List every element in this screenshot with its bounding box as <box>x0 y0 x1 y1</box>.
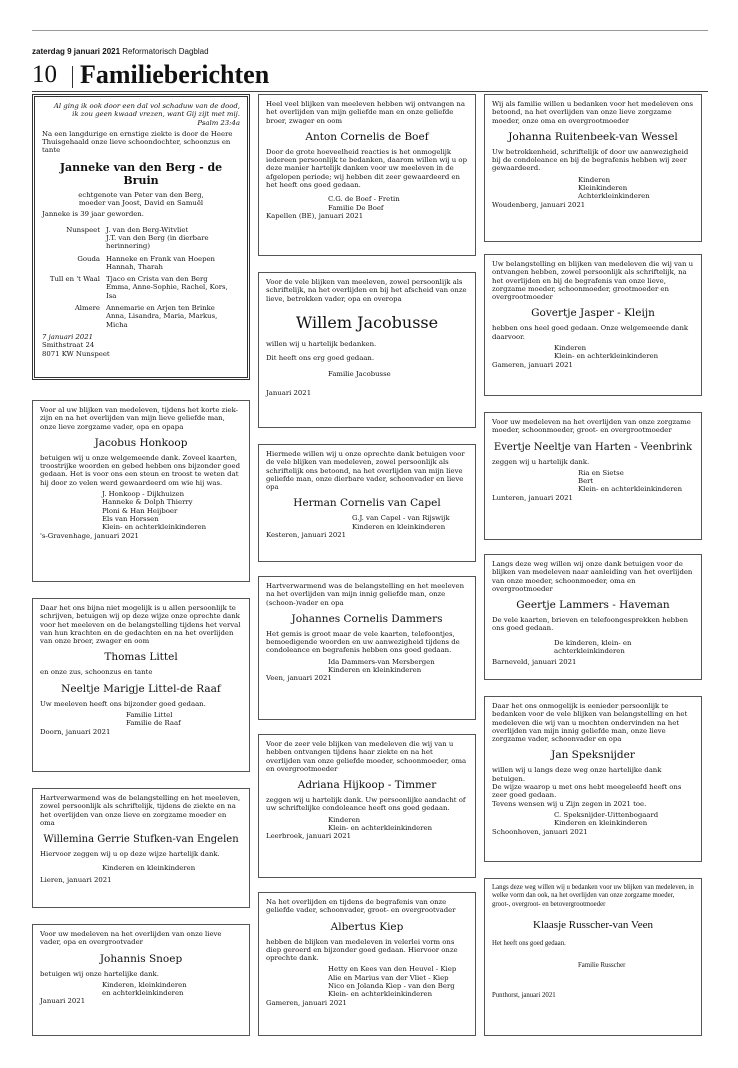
signature-line: Els van Horssen <box>102 514 159 523</box>
signature-line: Ploni & Han Heijboer <box>102 506 178 515</box>
ad-littel <box>32 598 250 772</box>
deceased-name: Jacobus Honkoop <box>94 436 188 449</box>
family-place: Gouda <box>77 254 100 263</box>
family-row <box>42 255 240 272</box>
ad-body: Uw meeleven heeft ons bijzonder goed gedaan. <box>40 699 206 708</box>
deceased-name: Neeltje Marigje Littel-de Raaf <box>61 682 221 695</box>
signature-line: Klein- en achterkleinkinderen <box>328 990 433 999</box>
family-line: Hanneke en Frank van Hoepen <box>106 254 215 263</box>
ad-signature: Familie Russcher <box>578 962 626 970</box>
deceased-name: Willemina Gerrie Stufken-van Engelen <box>43 834 239 846</box>
signature-line: Kinderen <box>578 175 611 184</box>
signature-line: Kinderen <box>554 344 587 353</box>
signature-line: Bert <box>578 477 594 486</box>
signature-line: Nico en Jolanda Kiep - van den Berg <box>328 982 455 991</box>
verse-line: ik zou geen kwaad vrezen, want Gij zijt met mij. <box>72 110 240 119</box>
ad-intro: Na het overlijden en tijdens de begrafenis van onze geliefde vader, schoonvader, groot- en overgrootvader <box>266 898 456 915</box>
ad-intro: Hartverwarmend was de belangstelling en het meeleven, zowel persoonlijk als schriftelijk, tijdens de ziekte en na het overlijden van onze lieve en zorgzame moeder en oma <box>40 794 241 827</box>
ad-body: De wijze waarop u met ons hebt meegeleefd heeft ons zeer goed gedaan. <box>492 783 682 800</box>
family-line: J.T. van den Berg (in dierbare herinnering) <box>106 233 209 251</box>
ad-body: hebben ons heel goed gedaan. Onze welgemeende dank daarvoor. <box>492 324 689 341</box>
deceased-name: Johanna Ruitenbeek-van Wessel <box>508 130 678 143</box>
ad-body: Uw betrokkenheid, schriftelijk of door uw aanwezigheid bij de condoleance en bij de begrafenis hebben wij zeer gewaardeerd. <box>492 147 689 173</box>
ad-signature: Familie Jacobusse <box>328 370 391 379</box>
ad-intro: Hartverwarmend was de belangstelling en het meeleven na het overlijden van mijn innig geliefde man, onze (schoon-)vader en opa <box>266 582 465 607</box>
ad-body: Tevens wensen wij u Zijn zegen in 2021 toe. <box>492 799 647 808</box>
ad-footer: Leerbroek, januari 2021 <box>266 832 351 841</box>
ad-intro: Daar het ons bijna niet mogelijk is u allen persoonlijk te schrijven, betuigen wij op deze wijze onze oprechte dank voor het meeleven en de belangstelling tijdens het verval van hun krachten en de gedachten en na het overlijden van onze broer, zwager en oom <box>40 604 241 646</box>
ad-jacobusse <box>258 272 476 428</box>
deceased-name: Willem Jacobusse <box>295 312 439 332</box>
ad-footer: Januari 2021 <box>266 388 312 397</box>
ad-body: willen wij u hartelijk bedanken. <box>266 339 377 348</box>
family-line: Hannah, Tharah <box>106 262 163 271</box>
family-place: Almere <box>74 304 100 313</box>
ad-body: betuigen wij onze hartelijke dank. <box>40 969 159 978</box>
section-title: Familieberichten <box>80 60 270 89</box>
ad-footer: Lieren, januari 2021 <box>40 875 112 884</box>
header-divider <box>72 66 73 88</box>
ad-signature <box>492 344 694 361</box>
ad-footer: Woudenberg, januari 2021 <box>492 200 586 209</box>
signature-line: Alie en Marius van der Vliet - Kiep <box>328 973 449 982</box>
ad-signature <box>40 981 242 998</box>
ad-body: betuigen wij u onze welgemeende dank. Zoveel kaarten, troostrijke woorden en gebed hebben ons bijzonder goed gedaan. Het is voor ons een steun en troost te weten dat hij door zo velen werd gewaardeerd om wie hij was. <box>40 453 240 487</box>
ad-intro: Hiermede willen wij u onze oprechte dank betuigen voor de vele blijken van medeleven, zowel persoonlijk als schriftelijk ons betoond, na het overlijden van mijn lieve geliefde man, onze dierbare vader, schoonvader en lieve opa <box>266 450 465 492</box>
signature-line: Kinderen en kleinkinderen <box>352 522 446 531</box>
ad-signature <box>266 658 468 675</box>
deceased-name: Albertus Kiep <box>330 920 404 933</box>
ad-body: Het heeft ons goed gedaan. <box>492 939 566 947</box>
ad-body: Hiervoor zeggen wij u op deze wijze hartelijk dank. <box>40 850 220 859</box>
ad-kiep <box>258 892 476 1036</box>
signature-line: Hanneke & Dolph Thierry <box>102 498 193 507</box>
signature-line: Kinderen, kleinkinderen <box>102 980 187 989</box>
ad-signature <box>266 195 468 212</box>
ad-intro: Daar het ons onmogelijk is eenieder persoonlijk te bedanken voor de vele blijken van belangstelling en het medeleven die wij van u mochten ondervinden na het overlijden van mijn innig geliefde man, onze lieve zorgzame vader, schoonvader en opa <box>492 702 688 744</box>
ad-russcher <box>484 878 702 1036</box>
ad-intro: Voor uw medeleven na het overlijden van onze lieve vader, opa en overgrootvader <box>40 930 222 947</box>
deceased-name: Geertje Lammers - Haveman <box>516 599 670 612</box>
ad-body: Dit heeft ons erg goed gedaan. <box>266 354 375 363</box>
ad-snoep <box>32 924 250 1036</box>
deceased-name: Adriana Hijkoop - Timmer <box>297 779 437 792</box>
dateline-paper: Reformatorisch Dagblad <box>122 47 209 56</box>
ad-footer: Lunteren, januari 2021 <box>492 493 573 502</box>
ad-address: Smithstraat 24 <box>42 341 95 350</box>
ad-stufken <box>32 788 250 908</box>
family-line: J. van den Berg-Witvliet <box>106 225 189 234</box>
family-place: Tull en 't Waal <box>49 275 100 284</box>
ad-body: hebben de blijken van medeleven in velerlei vorm ons diep geroerd en bijzonder goed gedaan. Hiervoor onze oprechte dank. <box>266 937 458 963</box>
ad-van-harten <box>484 412 702 540</box>
signature-line: en achterkleinkinderen <box>102 989 184 998</box>
deceased-name: Klaasje Russcher-van Veen <box>533 918 653 931</box>
signature-line: Ria en Sietse <box>578 468 624 477</box>
ad-footer: Veen, januari 2021 <box>266 674 332 683</box>
ad-intro: Voor de vele blijken van meeleven, zowel persoonlijk als schriftelijk, na het overlijden en bij het afscheid van onze lieve, betrokken vader, opa en overopa <box>266 278 467 303</box>
ad-subline: echtgenote van Peter van den Berg, <box>78 190 204 199</box>
ad-jasper <box>484 254 702 396</box>
ad-footer: Barneveld, januari 2021 <box>492 658 577 667</box>
ad-footer: Schoonhoven, januari 2021 <box>492 827 588 836</box>
ad-intro: Langs deze weg willen wij onze dank betuigen voor de blijken van medeleven naar aanleiding van het overlijden van onze moeder, schoonmoeder, oma en overgrootmoeder <box>492 560 693 593</box>
signature-line: Ida Dammers-van Mersbergen <box>328 657 435 666</box>
deceased-name: Herman Cornelis van Capel <box>293 497 441 510</box>
ad-footer: Punthorst, januari 2021 <box>492 992 556 1000</box>
ad-signature <box>266 514 468 531</box>
family-row <box>42 304 240 329</box>
ad-signature <box>40 490 242 531</box>
deceased-name: Johannis Snoep <box>99 952 183 965</box>
signature-line: Familie Littel <box>126 711 173 720</box>
ad-intro: Voor uw medeleven na het overlijden van onze zorgzame moeder, schoonmoeder, groot- en overgrootmoeder <box>492 418 691 435</box>
ad-signature <box>492 811 694 828</box>
family-row <box>42 226 240 251</box>
ad-footer: Gameren, januari 2021 <box>266 998 347 1007</box>
ad-intro: Voor al uw blijken van medeleven, tijdens het korte ziek-zijn en na het overlijden van mijn lieve geliefde man, onze lieve zorgzame vader, opa en opapa <box>40 406 238 431</box>
signature-line: G.J. van Capel - van Rijswijk <box>352 514 450 523</box>
deceased-name: Govertje Jasper - Kleijn <box>531 307 655 320</box>
header-rule <box>32 91 708 92</box>
verse-line: Al ging ik ook door een dal vol schaduw van de dood, <box>53 102 240 110</box>
masthead <box>32 30 708 90</box>
ad-intro: Na een langdurige en ernstige ziekte is door de Heere Thuisgehaald onze lieve schoondochter, schoonzus en tante <box>42 129 233 155</box>
dateline <box>32 47 209 56</box>
family-line: Anna, Lisandra, Maria, Markus, Micha <box>106 312 218 329</box>
ad-footer: Januari 2021 <box>40 997 86 1006</box>
ad-signature <box>40 711 242 728</box>
signature-line: Klein- en achterkleinkinderen <box>554 352 659 361</box>
ad-footer: Doorn, januari 2021 <box>40 727 111 736</box>
family-row <box>42 275 240 300</box>
signature-line: Hetty en Kees van den Heuvel - Kiep <box>328 965 457 974</box>
family-place: Nunspeet <box>66 225 100 234</box>
family-line: Emma, Anne-Sophie, Rachel, Kors, Isa <box>106 283 228 300</box>
signature-line: C. Speksnijder-Uittenbogaard <box>554 810 659 819</box>
signature-line: Klein- en achterkleinkinderen <box>102 523 207 532</box>
deceased-name: Johannes Cornelis Dammers <box>291 612 443 625</box>
ad-body: Door de grote hoeveelheid reacties is het onmogelijk iedereen persoonlijk te bedanken, daarom willen wij u op deze manier hartelijk danken voor uw meeleven in de afgelopen periode; wij hebben dit zeer gewaardeerd en het heeft ons goed gedaan. <box>266 147 467 190</box>
signature-line: Kinderen en kleinkinderen <box>554 819 648 828</box>
ad-signature <box>492 469 694 494</box>
deceased-name: Anton Cornelis de Boef <box>305 130 429 143</box>
ad-intro: Voor de zeer vele blijken van medeleven die wij van u hebben ontvangen tijdens haar ziekte en na het overlijden van onze geliefde moeder, schoonmoeder, oma en overgrootmoeder <box>266 740 467 773</box>
signature-line: C.G. de Boef - Fretin <box>328 195 400 204</box>
ad-intro: Heel veel blijken van meeleven hebben wij ontvangen na het overlijden van mijn geliefde man en onze geliefde broer, zwager en oom <box>266 100 465 125</box>
ad-de-boef <box>258 94 476 256</box>
ad-ruitenbeek <box>484 94 702 242</box>
ad-signature <box>266 816 468 833</box>
ad-body: zeggen wij u hartelijk dank. Uw persoonlijke aandacht of uw schriftelijke condoleance heeft ons goed gedaan. <box>266 796 466 813</box>
deceased-name: Evertje Neeltje van Harten - Veenbrink <box>493 441 693 453</box>
ad-speksnijder <box>484 696 702 862</box>
ad-van-den-berg <box>32 94 250 380</box>
ad-footer: Kapellen (BE), januari 2021 <box>266 211 364 220</box>
ad-footer: 's-Gravenhage, januari 2021 <box>40 531 139 540</box>
ad-signature: Kinderen en kleinkinderen <box>102 864 196 873</box>
ad-body: en onze zus, schoonzus en tante <box>40 668 153 677</box>
dateline-day: zaterdag 9 januari 2021 <box>32 47 121 56</box>
deceased-name: Thomas Littel <box>104 651 178 664</box>
ad-subline: moeder van Joost, David en Samuël <box>78 199 204 208</box>
ad-signature <box>492 176 694 201</box>
ad-date: 7 januari 2021 <box>42 332 94 341</box>
ad-body: De vele kaarten, brieven en telefoongesprekken hebben ons goed gedaan. <box>492 616 689 633</box>
family-line: Tjaco en Crista van den Berg <box>106 275 208 284</box>
top-rule <box>32 30 708 31</box>
signature-line: Familie de Raaf <box>126 719 181 728</box>
ad-age: Janneke is 39 jaar geworden. <box>42 210 144 219</box>
ad-address: 8071 KW Nunspeet <box>42 349 110 358</box>
ad-intro: Wij als familie willen u bedanken voor het medeleven ons betoond, na het overlijden van onze lieve zorgzame moeder, onze oma en overgrootmoeder <box>492 100 694 125</box>
ad-signature <box>266 965 468 998</box>
ad-body: Het gemis is groot maar de vele kaarten, telefoontjes, bemoedigende woorden en uw aanwezigheid tijdens de condoleance en begrafenis hebben ons goed gedaan. <box>266 629 460 655</box>
signature-line: Kleinkinderen <box>578 184 628 193</box>
ad-footer: Kesteren, januari 2021 <box>266 531 347 540</box>
ad-hijkoop <box>258 734 476 878</box>
signature-line: Klein- en achterkleinkinderen <box>328 824 433 833</box>
ad-lammers <box>484 554 702 680</box>
signature-line: Achterkleinkinderen <box>578 192 650 201</box>
signature-line: Kinderen en kleinkinderen <box>328 666 422 675</box>
ad-body: zeggen wij u hartelijk dank. <box>492 457 590 466</box>
ad-honkoop <box>32 400 250 582</box>
deceased-name: Jan Speksnijder <box>551 749 635 762</box>
family-line: Annemarie en Arjen ten Brinke <box>106 304 215 313</box>
ad-intro: Uw belangstelling en blijken van medeleven die wij van u ontvangen hebben, zowel persoonlijk als schriftelijk, na het overlijden en bij de begrafenis van onze lieve, zorgzame moeder, schoonmoeder, grootmoeder en overgrootmoeder <box>492 260 694 302</box>
page-number: 10 <box>32 61 57 88</box>
signature-line: J. Honkoop - Dijkhuizen <box>102 490 185 499</box>
ad-intro: Langs deze weg willen wij u bedanken voor uw blijken van medeleven, in welke vorm dan ook, na het overlijden van onze zorgzame moeder, groot-, overgroot- en betovergrootmoeder <box>492 884 694 908</box>
signature-line: Kinderen <box>328 815 361 824</box>
ad-van-capel <box>258 444 476 562</box>
ad-signature: De kinderen, klein- en achterkleinkinderen <box>554 638 632 656</box>
signature-line: Familie De Boef <box>328 203 384 212</box>
deceased-name: Janneke van den Berg - de Bruin <box>59 160 223 187</box>
ad-footer: Gameren, januari 2021 <box>492 360 573 369</box>
verse-reference: Psalm 23:4a <box>197 118 240 127</box>
ad-dammers <box>258 576 476 720</box>
ad-body: willen wij u langs deze weg onze hartelijke dank betuigen. <box>492 766 662 783</box>
signature-line: Klein- en achterkleinkinderen <box>578 485 683 494</box>
